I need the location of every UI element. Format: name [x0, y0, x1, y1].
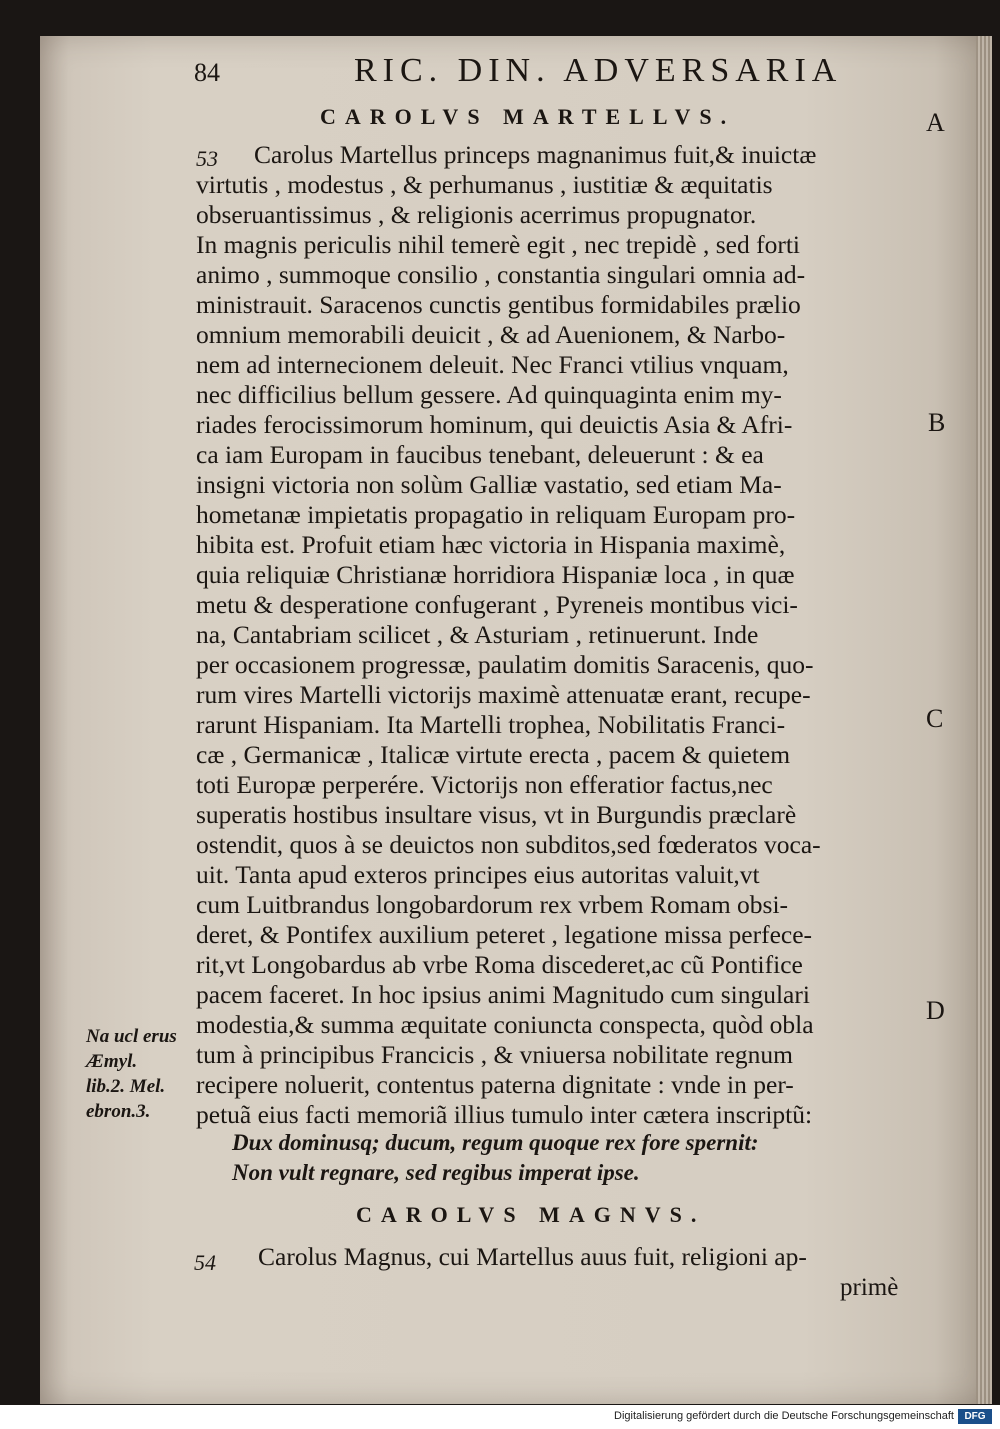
text-line: hibita est. Profuit etiam hæc victoria in Hispania maximè,	[196, 530, 786, 559]
margin-note-line: Na ucl erus	[86, 1026, 177, 1047]
text-line: superatis hostibus insultare visus, vt in Burgundis præclarè	[196, 800, 797, 829]
text-line: hometanæ impietatis propagatio in reliquam Europam pro-	[196, 500, 796, 529]
text-line: riades ferocissimorum hominum, qui deuictis Asia & Afri-	[196, 410, 793, 439]
verse-line: Non vult regnare, sed regibus imperat ipse.	[232, 1160, 640, 1185]
margin-letter-c: C	[926, 704, 944, 733]
text-line: virtutis , modestus , & perhumanus , iustitiæ & æquitatis	[196, 170, 773, 199]
running-title: RIC. DIN. ADVERSARIA	[354, 52, 843, 89]
text-line: nem ad internecionem deleuit. Nec Franci vtilius vnquam,	[196, 350, 789, 379]
margin-note	[86, 1024, 177, 1124]
page-header	[194, 52, 874, 92]
paragraph-number: 54	[194, 1250, 216, 1275]
text-line: ministrauit. Saracenos cunctis gentibus formidabiles prælio	[196, 290, 801, 319]
text-line: pacem faceret. In hoc ipsius animi Magnitudo cum singulari	[196, 980, 810, 1009]
margin-note-line: Æmyl.	[86, 1051, 138, 1072]
text-line: cæ , Germanicæ , Italicæ virtute erecta , pacem & quietem	[196, 740, 791, 769]
text-line: tum à principibus Francicis , & vniuersa nobilitate regnum	[196, 1040, 793, 1069]
text-line: Carolus Magnus, cui Martellus auus fuit, religioni ap-	[258, 1242, 807, 1271]
page-number: 84	[194, 58, 220, 87]
text-line: omnium memorabili deuicit , & ad Auenionem, & Narbo-	[196, 320, 786, 349]
text-line: quia reliquiæ Christianæ horridiora Hispaniæ loca , in quæ	[196, 560, 795, 589]
margin-note-line: ebron.3.	[86, 1101, 151, 1122]
text-line: toti Europæ perperére. Victorijs non efferatior factus,nec	[196, 770, 773, 799]
paragraph-number: 53	[196, 146, 218, 171]
catchword: primè	[840, 1274, 899, 1301]
section-title: CAROLVS MARTELLVS.	[320, 104, 736, 129]
text-line: metu & desperatione confugerant , Pyreneis montibus vici-	[196, 590, 798, 619]
text-line: rit,vt Longobardus ab vrbe Roma discederet,ac cũ Pontifice	[196, 950, 803, 979]
text-line: ca iam Europam in faucibus tenebant, deleuerunt : & ea	[196, 440, 764, 469]
text-line: Carolus Martellus princeps magnanimus fuit,& inuictæ	[254, 140, 817, 169]
text-line: per occasionem progressæ, paulatim domitis Saracenis, quo-	[196, 650, 814, 679]
page-edge	[976, 36, 992, 1404]
text-line: na, Cantabriam scilicet , & Asturiam , retinuerunt. Inde	[196, 620, 759, 649]
text-line: petuã eius facti memoriã illius tumulo inter cætera inscriptũ:	[196, 1100, 813, 1129]
verse-line: Dux dominusq; ducum, regum quoque rex fore spernit:	[232, 1130, 759, 1155]
footer-text: Digitalisierung gefördert durch die Deutsche Forschungsgemeinschaft	[614, 1410, 954, 1422]
section-title: CAROLVS MAGNVS.	[356, 1202, 706, 1227]
text-line: insigni victoria non solùm Galliæ vastatio, sed etiam Ma-	[196, 470, 782, 499]
margin-letter-a: A	[926, 108, 945, 137]
dfg-logo-icon: DFG	[958, 1409, 992, 1424]
margin-letter-b: B	[928, 408, 946, 437]
text-line: In magnis periculis nihil temerè egit , nec trepidè , sed forti	[196, 230, 801, 259]
text-line: nec difficilius bellum gessere. Ad quinquaginta enim my-	[196, 380, 782, 409]
text-line: ostendit, quos à se deuictos non subditos,sed fœderatos voca-	[196, 830, 821, 859]
text-line: animo , summoque consilio , constantia singulari omnia ad-	[196, 260, 806, 289]
text-line: recipere noluerit, contentus paterna dignitate : vnde in per-	[196, 1070, 794, 1099]
text-line: uit. Tanta apud exteros principes eius autoritas valuit,vt	[196, 860, 760, 889]
margin-letter-d: D	[926, 996, 945, 1025]
text-line: obseruantissimus , & religionis acerrimus propugnator.	[196, 200, 757, 229]
text-line: modestia,& summa æquitate coniuncta conspecta, quòd obla	[196, 1010, 814, 1039]
text-line: rum vires Martelli victorijs maximè attenuatæ erant, recupe-	[196, 680, 811, 709]
text-line: cum Luitbrandus longobardorum rex vrbem Romam obsi-	[196, 890, 789, 919]
footer-bar	[0, 1405, 1000, 1429]
text-line: deret, & Pontifex auxilium peteret , legatione missa perfece-	[196, 920, 813, 949]
text-line: rarunt Hispaniam. Ita Martelli trophea, Nobilitatis Franci-	[196, 710, 786, 739]
margin-note-line: lib.2. Mel.	[86, 1076, 166, 1097]
